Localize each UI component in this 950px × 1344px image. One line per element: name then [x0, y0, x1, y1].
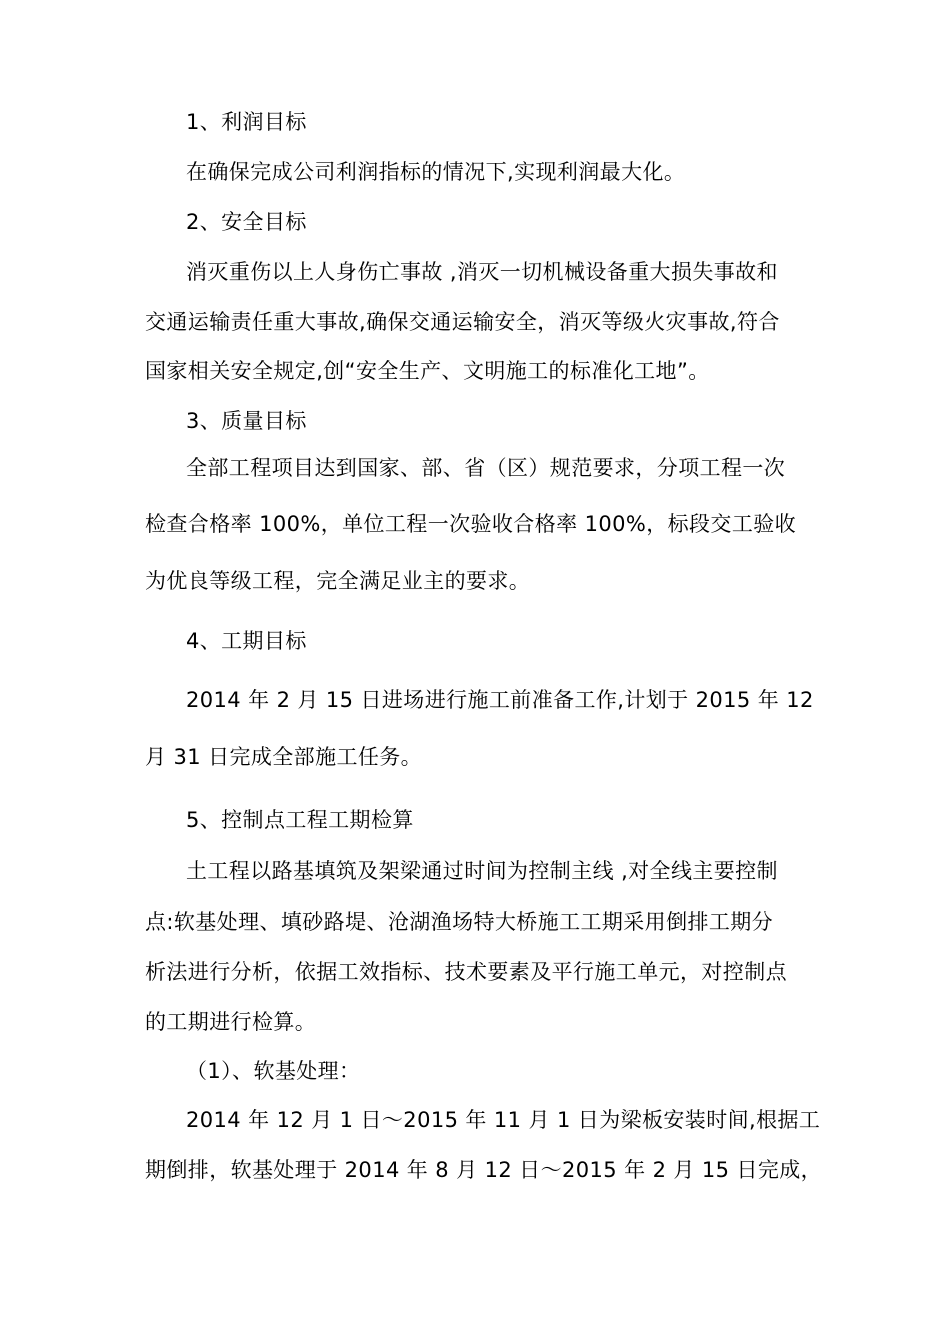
paragraph-soft-foundation-line-2: 期倒排，软基处理于 2014 年 8 月 12 日～2015 年 2 月 15 日完成，: [145, 1158, 823, 1182]
paragraph-safety-target-line-2: 交通运输责任重大事故,确保交通运输安全，消灭等级火灾事故,符合: [145, 310, 780, 334]
heading-soft-foundation: （1）、软基处理：: [186, 1059, 361, 1083]
paragraph-safety-target-line-1: 消灭重伤以上人身伤亡事故 ,消灭一切机械设备重大损失事故和: [186, 260, 778, 284]
paragraph-quality-target-line-3: 为优良等级工程，完全满足业主的要求。: [145, 569, 531, 593]
paragraph-profit-target: 在确保完成公司利润指标的情况下,实现利润最大化。: [186, 160, 686, 184]
paragraph-soft-foundation-line-1: 2014 年 12 月 1 日～2015 年 11 月 1 日为梁板安装时间,根据工: [186, 1108, 821, 1132]
paragraph-safety-target-line-3: 国家相关安全规定,创“安全生产、文明施工的标准化工地”。: [145, 359, 710, 383]
heading-profit-target: 1、利润目标: [186, 110, 307, 134]
paragraph-schedule-target-line-1: 2014 年 2 月 15 日进场进行施工前准备工作,计划于 2015 年 12: [186, 688, 814, 712]
paragraph-control-point-line-4: 的工期进行检算。: [145, 1010, 317, 1034]
heading-quality-target: 3、质量目标: [186, 409, 307, 433]
heading-safety-target: 2、安全目标: [186, 210, 307, 234]
paragraph-control-point-line-1: 土工程以路基填筑及架梁通过时间为控制主线 ,对全线主要控制: [186, 859, 778, 883]
paragraph-quality-target-line-2: 检查合格率 100%，单位工程一次验收合格率 100%，标段交工验收: [145, 512, 797, 536]
paragraph-quality-target-line-1: 全部工程项目达到国家、部、省（区）规范要求，分项工程一次: [186, 456, 786, 480]
paragraph-schedule-target-line-2: 月 31 日完成全部施工任务。: [145, 745, 423, 769]
heading-schedule-target: 4、工期目标: [186, 629, 307, 653]
paragraph-control-point-line-3: 析法进行分析，依据工效指标、技术要素及平行施工单元，对控制点: [145, 960, 787, 984]
paragraph-control-point-line-2: 点:软基处理、填砂路堤、沧湖渔场特大桥施工工期采用倒排工期分: [145, 910, 774, 934]
heading-control-point-check: 5、控制点工程工期检算: [186, 808, 414, 832]
